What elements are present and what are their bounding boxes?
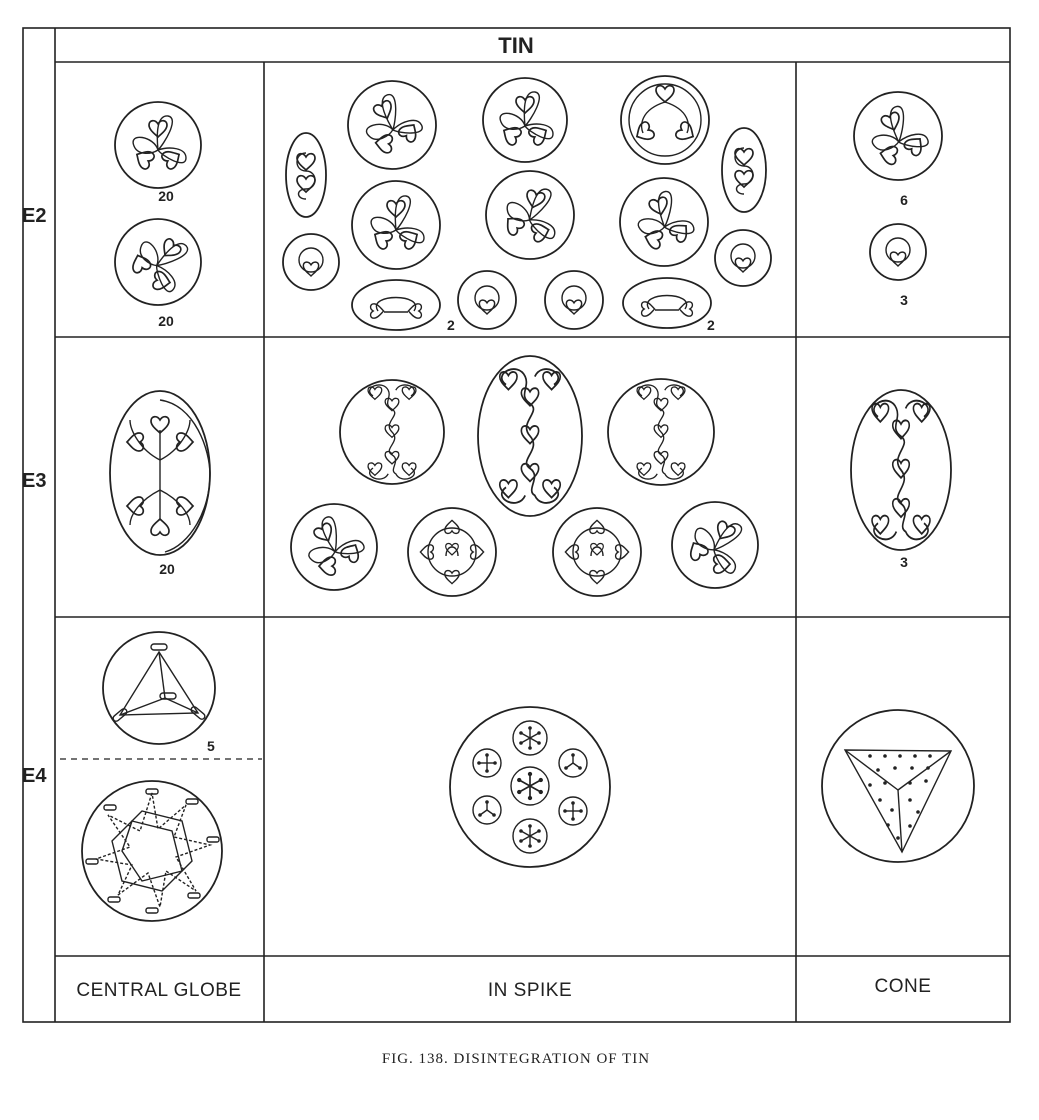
- row-label-e3: E3: [22, 470, 47, 492]
- count-e3-cone: 3: [900, 554, 908, 570]
- e2-cone-bodies: [854, 92, 942, 280]
- column-label-cone: CONE: [874, 976, 932, 997]
- e3-spike-bodies: [291, 356, 758, 596]
- row-label-e4: E4: [22, 765, 47, 787]
- e4-cone-body: [822, 710, 974, 862]
- count-e2-cone-top: 6: [900, 192, 908, 208]
- row-label-e2: E2: [22, 205, 47, 227]
- count-e2-spike-right-pair: 2: [707, 317, 715, 333]
- e4-globe-upper-body: [103, 632, 215, 744]
- table-grid: [23, 28, 1010, 1022]
- count-e2-globe-top: 20: [158, 188, 174, 204]
- figure-caption: FIG. 138. DISINTEGRATION OF TIN: [381, 1051, 651, 1067]
- column-label-in-spike: IN SPIKE: [487, 980, 573, 1001]
- e3-cone-body: [851, 390, 951, 550]
- count-e2-cone-bottom: 3: [900, 292, 908, 308]
- e2-spike-bodies: [283, 76, 771, 330]
- count-e2-globe-bottom: 20: [158, 313, 174, 329]
- e2-globe-body-bottom: [115, 219, 201, 305]
- header-title: TIN: [498, 33, 534, 58]
- e4-globe-lower-body: [82, 781, 222, 921]
- column-label-central-globe: CENTRAL GLOBE: [76, 980, 242, 1001]
- e3-globe-body: [110, 391, 210, 555]
- count-e2-spike-left-pair: 2: [447, 317, 455, 333]
- e4-spike-body: [450, 707, 610, 867]
- e2-globe-body-top: [115, 102, 201, 188]
- count-e3-globe: 20: [159, 561, 175, 577]
- count-e4-globe-upper: 5: [207, 738, 215, 754]
